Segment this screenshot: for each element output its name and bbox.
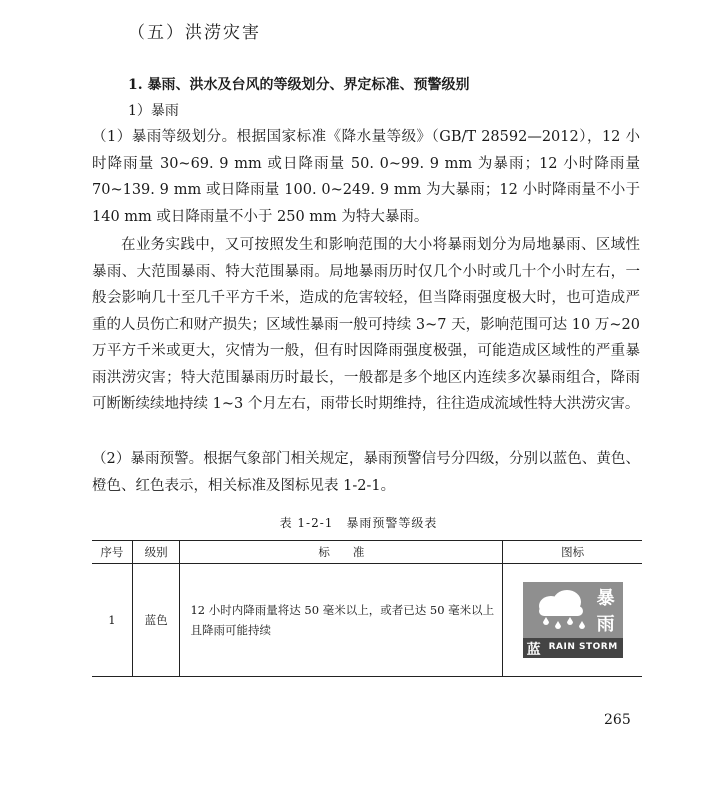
header-no: 序号	[92, 541, 132, 564]
cloud-rain-icon	[529, 588, 593, 636]
icon-label-en: RAIN STORM	[548, 642, 618, 652]
header-level: 级别	[132, 541, 180, 564]
cell-no: 1	[92, 564, 132, 677]
table-row	[92, 564, 642, 677]
header-icon: 图标	[503, 541, 642, 564]
header-standard: 标 准	[180, 541, 503, 564]
table-caption: 表 1-2-1 暴雨预警等级表	[279, 516, 438, 530]
cell-icon	[503, 564, 642, 677]
warning-table	[92, 540, 642, 677]
cell-level: 蓝色	[132, 564, 180, 677]
section-title: （五）洪涝灾害	[128, 23, 261, 43]
paragraph-practice: 在业务实践中，又可按照发生和影响范围的大小将暴雨划分为局地暴雨、区域性暴雨、大范围暴雨、特大范围暴雨。局地暴雨历时仅几个小时或几十个小时左右，一般会影响几十至几千平方千米，造成的危害较轻，但当降雨强度极大时，也可造成严重的人员伤亡和财产损失；区域性暴雨一般可持续 3~7 天，影响范围可达 10 万~20 万平方千米或更大，灾情为一般，但有时因降雨强度极强，可能造成区域性的严重暴雨洪涝灾害；特大范围暴雨历时最长，一般都是多个地区内连续多次暴雨组合，降雨可断断续续地持续 1~3 个月左右，雨带长时期维持，往往造成流域性特大洪涝灾害。	[92, 237, 640, 412]
table-header-row	[92, 541, 642, 564]
rainstorm-warning-icon	[523, 582, 623, 658]
heading: 1. 暴雨、洪水及台风的等级划分、界定标准、预警级别	[128, 77, 470, 93]
cell-standard: 12 小时内降雨量将达 50 毫米以上，或者已达 50 毫米以上且降雨可能持续	[180, 564, 503, 677]
paragraph-warning: （2）暴雨预警。根据气象部门相关规定，暴雨预警信号分四级，分别以蓝色、黄色、橙色、红色表示，相关标准及图标见表 1-2-1。	[92, 451, 640, 494]
icon-level-char: 蓝	[526, 642, 541, 658]
icon-label-cn-1: 暴	[596, 588, 615, 609]
icon-label-cn-2: 雨	[596, 614, 615, 635]
paragraph-grade: （1）暴雨等级划分。根据国家标准《降水量等级》（GB/T 28592—2012），12 小时降雨量 30~69. 9 mm 或日降雨量 50. 0~99. 9 mm 为暴雨；12 小时降雨量 70~139. 9 mm 或日降雨量 100. 0~249. 9 mm 为大暴雨；12 小时降雨量不小于 140 mm 或日降雨量不小于 250 mm 为特大暴雨。	[92, 129, 640, 225]
page-number: 265	[604, 712, 631, 728]
subheading: 1）暴雨	[128, 103, 179, 119]
